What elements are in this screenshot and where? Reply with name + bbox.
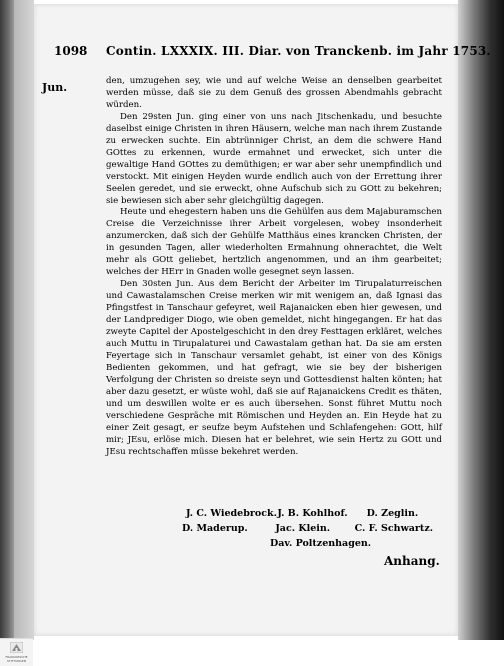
signature-row [186, 536, 436, 551]
signature: J. B. Kohlhof. [277, 508, 348, 519]
paragraph: Heute und ehegestern haben uns die Gehülfen aus dem Majaburamschen Creise die Verzeichnisse ihrer Arbeit vorgelesen, wobey insonderheit anzumercken, daß sich der Gehülfe Matthäus eines krancken Christen, der in gesunden Tagen, aller wiederholten Ermahnung ohnerachtet, die Welt mehr als GOtt geliebet, hertzlich angenommen, und an ihm gearbeitet; welches der HErr in Gnaden wolle gesegnet seyn lassen. [106, 207, 442, 278]
library-emblem-icon [10, 642, 23, 653]
signature: Jac. Klein. [275, 523, 331, 534]
paragraph: Den 29sten Jun. ging einer von uns nach Jitschenkadu, und besuchte daselbst einige Christen in ihren Häusern, welche man nach ihrem Zustande zu erwecken suchte. Ein abtrünniger Christ, an dem die schwere Hand GOttes zu erkennen, wurde ermahnet und erwecket, sich unter die gewaltige Hand GOttes zu demüthigen; er war aber sehr unempfindlich und verstockt. Mit einigen Heyden wurde endlich auch von der Errettung ihrer Seelen geredet, und sie erweckt, ohne Aufschub sich zu GOtt zu bekehren; sie bewiesen sich aber sehr gleichgültig dagegen. [106, 111, 442, 206]
catchword: Anhang. [384, 554, 440, 568]
body-text [106, 76, 442, 459]
library-name-line: STIFTUNGEN [6, 659, 27, 663]
page-number: 1098 [54, 44, 88, 58]
page-edge-shadow [458, 0, 504, 640]
paragraph: den, umzugehen sey, wie und auf welche Weise an denselben gearbeitet werden müsse, daß sie zu dem Genuß des grossen Abendmahls gebracht würden. [106, 76, 442, 110]
running-title: Contin. LXXXIX. III. Diar. von Tranckenb. im Jahr 1753. [106, 44, 491, 58]
signature-row [186, 506, 436, 521]
scan-bottom-margin [33, 640, 504, 665]
library-name-line: FRANCKESCHE [5, 655, 28, 659]
margin-note: Jun. [42, 81, 68, 94]
page-gutter [14, 0, 34, 640]
running-header [54, 42, 491, 62]
signature-block [182, 506, 436, 551]
signature: J. C. Wiedebrock. [186, 508, 277, 519]
paragraph: Den 30sten Jun. Aus dem Bericht der Arbeiter im Tirupalaturreischen und Cawastalamschen Creise merken wir mit wenigem an, daß Ignasi das Pfingstfest in Tanschaur gefeyret, weil Rajanaicken eben hier gewesen, und der Landprediger Diogo, wie oben gemeldet, nicht hingegangen. Er hat das zweyte Capitel der Apostelgeschicht in den drey Festtagen erkläret, welches auch Muttu in Tirupalaturei und Cawastalam gethan hat. Da sie am ersten Feyertage sich in Tanschaur versamlet gehabt, ist einer von des Königs Bedienten gekommen, und hat gefragt, wie sie bey der bisherigen Verfolgung der Christen so dreiste seyn und Gottesdienst halten könten; hat aber dazu gesetzt, er wüste wohl, daß sie auf Rajanaickens Credit es thäten, und um deswillen wolte er es auch übersehen. Sonst führet Muttu noch verschiedene Gespräche mit Römischen und Heyden an. Ein Heyde hat zu einer Zeit gesagt, er seufze beym Aufstehen und Schlafengehen: GOtt, hilf mir; JEsu, erlöse mich. Diesen hat er belehret, wie sein Hertz zu GOtt und JEsu rechtschaffen müsse bekehret werden. [106, 279, 442, 457]
signature: D. Maderup. [182, 523, 248, 534]
signature: C. F. Schwartz. [354, 523, 434, 534]
library-name [0, 655, 33, 663]
signature-row [182, 521, 436, 536]
signature: D. Zeglin. [366, 508, 419, 519]
signature: Dav. Poltzenhagen. [270, 538, 372, 549]
library-logo [0, 638, 33, 666]
book-spine-shadow [0, 0, 14, 640]
